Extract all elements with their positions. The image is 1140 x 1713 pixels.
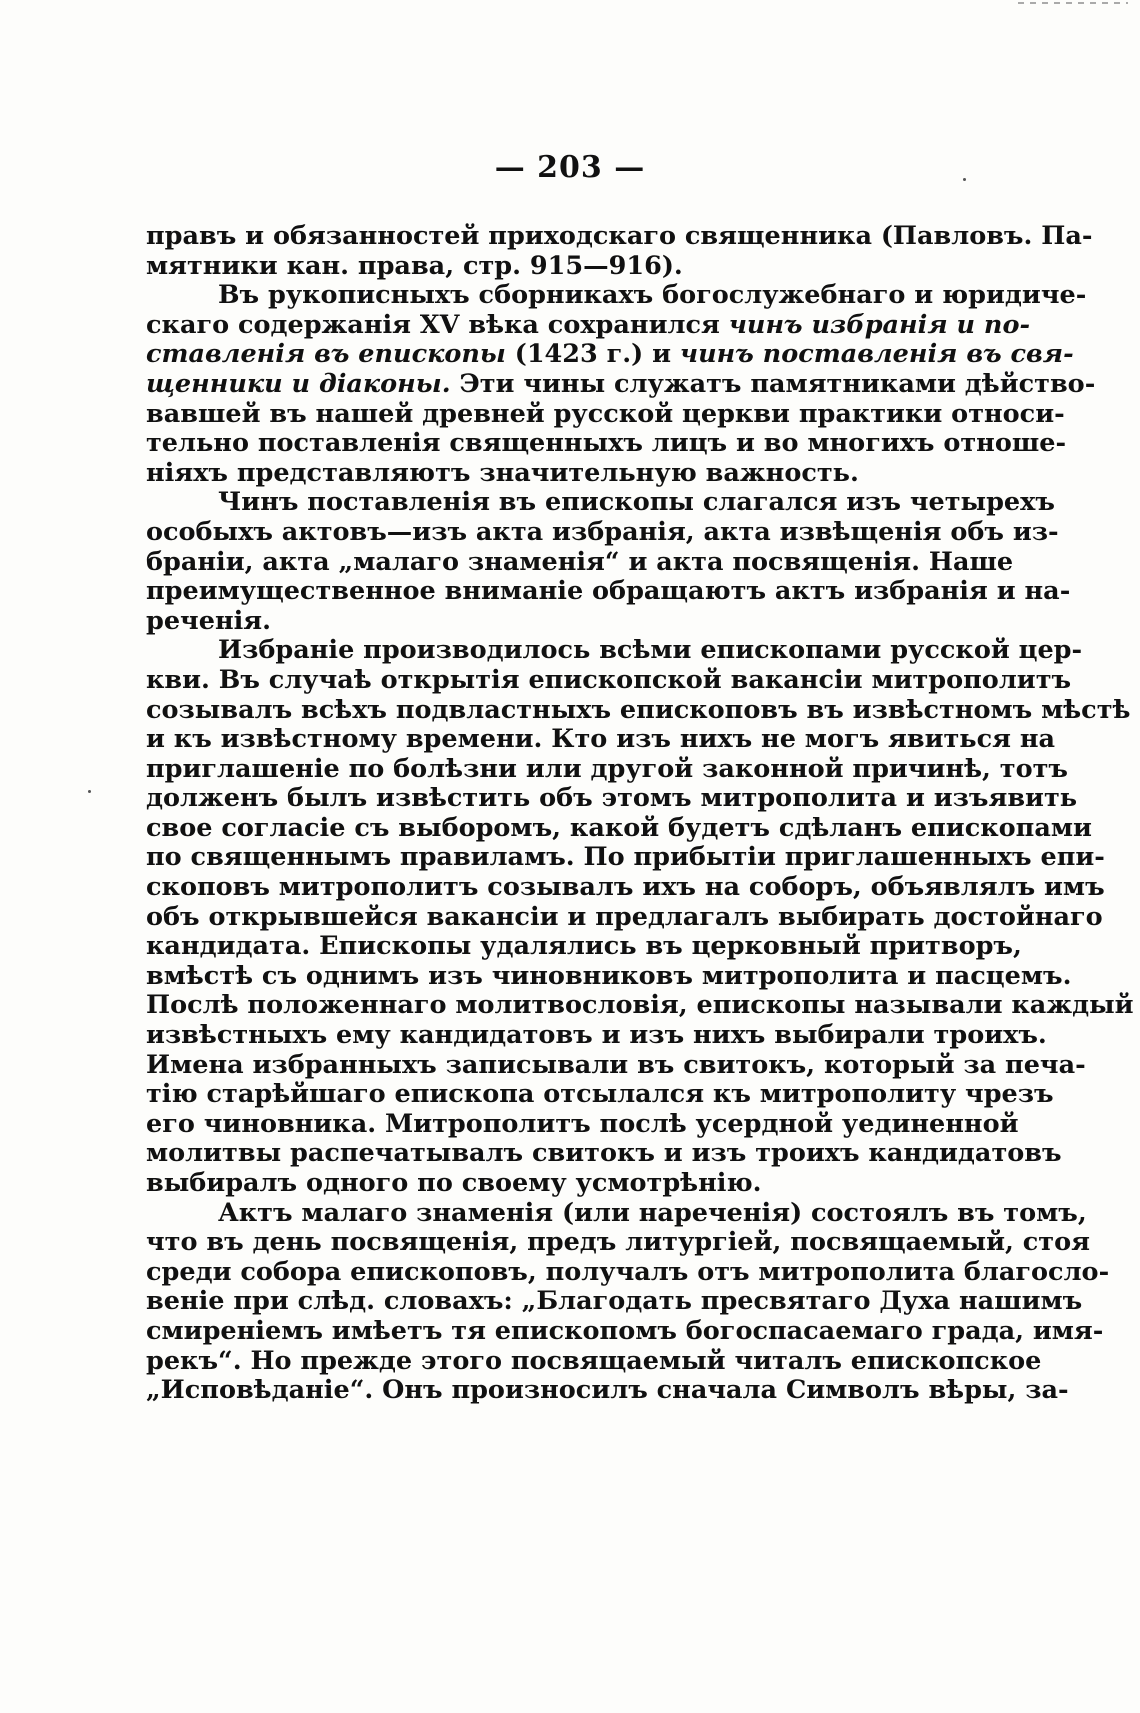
text-run: преимущественное вниманіе обращаютъ актъ избранія и на- [146, 576, 1071, 607]
italic-text: чинъ поставленія въ свя- [679, 339, 1074, 370]
text-run: кви. Въ случаѣ открытія епископской вакансіи митрополитъ [146, 664, 1072, 695]
text-run: что въ день посвященія, предъ литургіей, посвящаемый, стоя [146, 1227, 1090, 1258]
text-line [146, 931, 1022, 962]
text-line [146, 842, 1105, 873]
text-line [146, 1256, 1110, 1288]
italic-text: щенники и діаконы. [146, 368, 451, 399]
text-line [146, 1315, 1104, 1347]
text-run: тельно поставленія священныхъ лицъ и во многихъ отноше- [146, 428, 1067, 459]
text-run: скаго содержанія XV вѣка сохранился [146, 309, 729, 340]
text-line [146, 783, 1078, 814]
text-run: свое согласіе съ выборомъ, какой будетъ сдѣланъ епископами [146, 812, 1092, 843]
text-line [146, 1108, 1019, 1140]
text-run: правъ и обязанностей приходскаго священника (Павловъ. Па- [146, 221, 1093, 251]
text-line [146, 368, 1096, 400]
text-run: реченія. [146, 605, 272, 636]
text-run: (1423 г.) и [505, 339, 680, 370]
text-line [146, 664, 1072, 696]
text-line [146, 635, 1083, 666]
text-line [146, 1049, 1086, 1081]
text-line [146, 1197, 1087, 1229]
text-run: Эти чины служатъ памятниками дѣйство- [450, 368, 1096, 399]
text-line [146, 309, 1031, 341]
text-line [146, 339, 1074, 370]
text-line [146, 221, 1093, 252]
text-line [146, 252, 988, 282]
text-run: долженъ былъ извѣстить объ этомъ митрополита и изъявить [146, 783, 1078, 814]
text-run: Актъ малаго знаменія (или нареченія) состоялъ въ томъ, [218, 1197, 1087, 1228]
text-line [146, 901, 1103, 933]
text-line [146, 753, 1068, 785]
text-run: веніе при слѣд. словахъ: „Благодать пресвятаго Духа нашимъ [146, 1286, 1083, 1317]
text-line [146, 459, 988, 489]
text-line [146, 1079, 1054, 1110]
text-line [146, 694, 1131, 726]
text-run: вавшей въ нашей древней русской церкви практики относи- [146, 398, 1065, 429]
text-run: по священнымъ правиламъ. По прибытіи приглашенныхъ епи- [146, 842, 1105, 873]
text-run: его чиновника. Митрополитъ послѣ усердной уединенной [146, 1108, 1019, 1139]
italic-text: чинъ избранія и по- [728, 309, 1031, 340]
text-run: Послѣ положеннаго молитвословія, епископы называли каждый [146, 990, 1134, 1021]
page-number: — 203 — [494, 150, 646, 185]
text-run: смиреніемъ имѣетъ тя епископомъ богоспасаемаго града, имя- [146, 1315, 1104, 1346]
text-run: Въ рукописныхъ сборникахъ богослужебнаго и юридиче- [218, 280, 1087, 311]
text-run: вмѣстѣ съ однимъ изъ чиновниковъ митрополита и пасцемъ. [146, 960, 1072, 991]
text-line [146, 724, 1056, 755]
text-line [146, 607, 988, 637]
text-run: объ открывшейся вакансіи и предлагалъ выбирать достойнаго [146, 901, 1103, 932]
text-run: ніяхъ представляютъ значительную важность. [146, 457, 859, 488]
text-line [146, 812, 1092, 844]
text-run: тію старѣйшаго епископа отсылался къ митрополиту чрезъ [146, 1079, 1054, 1110]
text-run: Имена избранныхъ записывали въ свитокъ, который за печа- [146, 1049, 1086, 1080]
text-line [146, 546, 1014, 578]
text-line [146, 516, 1059, 548]
text-run: извѣстныхъ ему кандидатовъ и изъ нихъ выбирали троихъ. [146, 1020, 1047, 1051]
text-line [146, 990, 1134, 1021]
text-run: особыхъ актовъ—изъ акта избранія, акта извѣщенія объ из- [146, 516, 1059, 547]
text-line [146, 1169, 988, 1199]
text-line [146, 960, 1072, 992]
text-run: Избраніе производилось всѣми епископами русской цер- [218, 635, 1083, 666]
text-run: мятники кан. права, стр. 915—916). [146, 250, 683, 281]
text-run: молитвы распечатывалъ свитокъ и изъ троихъ кандидатовъ [146, 1138, 1062, 1169]
body-text [146, 221, 1134, 1406]
text-run: браніи, акта „малаго знаменія“ и акта посвященія. Наше [146, 546, 1014, 577]
scan-speck [963, 178, 966, 181]
text-line [146, 1345, 1042, 1377]
text-run: выбиралъ одного по своему усмотрѣнію. [146, 1168, 762, 1198]
text-run: и къ извѣстному времени. Кто изъ нихъ не могъ явиться на [146, 724, 1056, 755]
text-line [146, 1286, 1083, 1317]
text-line [146, 487, 1055, 518]
text-line [146, 1227, 1090, 1258]
text-run: среди собора епископовъ, получалъ отъ митрополита благосло- [146, 1256, 1110, 1287]
text-line [146, 1375, 1069, 1406]
text-line [146, 398, 1065, 430]
text-run: Чинъ поставленія въ епископы слагался изъ четырехъ [218, 487, 1055, 518]
text-line [146, 280, 1087, 311]
scan-speck [88, 790, 91, 793]
text-run: „Исповѣданіе“. Онъ произносилъ сначала Символъ вѣры, за- [146, 1375, 1069, 1406]
text-line [146, 872, 1105, 903]
scan-artifact [1018, 2, 1128, 4]
text-run: скоповъ митрополитъ созывалъ ихъ на соборъ, объявлялъ имъ [146, 872, 1105, 903]
text-line [146, 576, 1071, 607]
text-run: рекъ“. Но прежде этого посвящаемый читалъ епископское [146, 1345, 1042, 1376]
text-run: приглашеніе по болѣзни или другой законной причинѣ, тотъ [146, 753, 1068, 784]
text-run: созывалъ всѣхъ подвластныхъ епископовъ въ извѣстномъ мѣстѣ [146, 694, 1131, 725]
text-line [146, 1020, 1047, 1051]
text-run: кандидата. Епископы удалялись въ церковный притворъ, [146, 931, 1022, 962]
italic-text: ставленія въ епископы [146, 339, 506, 370]
text-line [146, 428, 1067, 459]
text-line [146, 1138, 1062, 1169]
